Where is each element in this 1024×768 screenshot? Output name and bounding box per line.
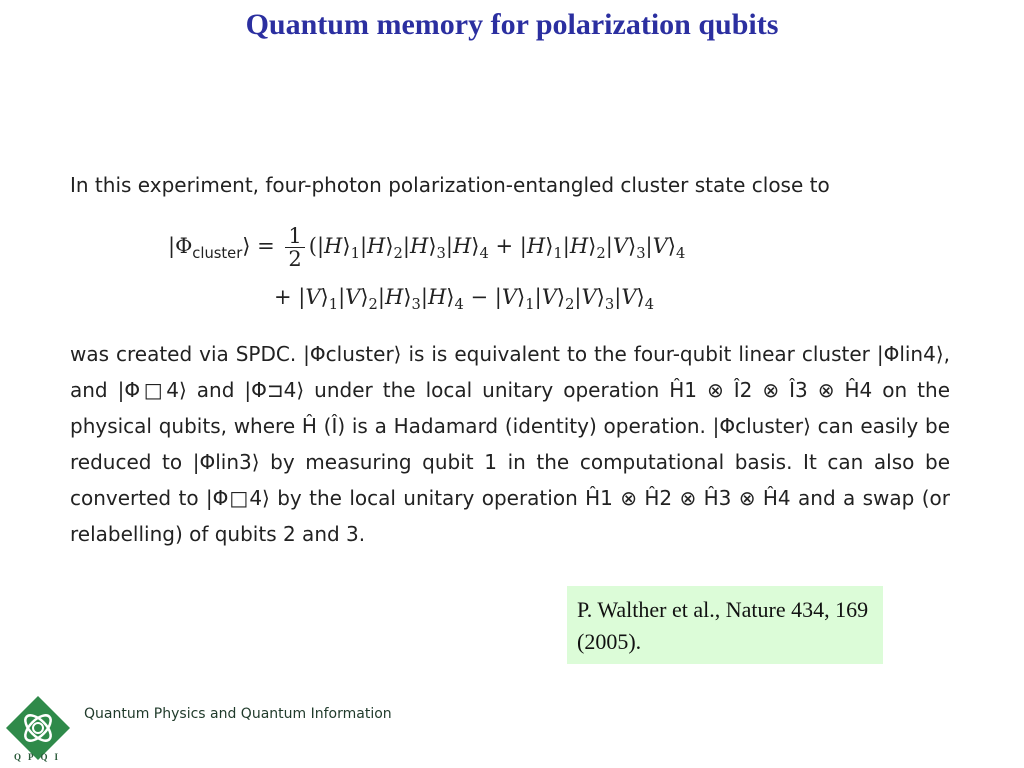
fraction: [285, 225, 304, 270]
page-title: Quantum memory for polarization qubits: [245, 8, 779, 41]
fraction-numerator: 1: [285, 225, 304, 248]
equation-line-1: $|\Phi_{cluster}⟩$ = $\frac{1}{2}$ ($|H⟩_1|H⟩_2|H⟩_3|H⟩_4$ + $|H⟩_1|H⟩_2|V⟩_3|V⟩_4$: [168, 224, 686, 271]
intro-text: In this experiment, four-photon polarization-entangled cluster state close to: [70, 173, 830, 197]
fraction-denominator: 2: [288, 247, 302, 271]
logo-text: Quantum Physics and Quantum Information: [84, 706, 392, 722]
body-paragraph: was created via SPDC. |Φcluster⟩ is is equivalent to the four-qubit linear cluster |Φlin4⟩, and |Φ□4⟩ and |Φ⊐4⟩ under the local unitary operation Ĥ1 ⊗ Î2 ⊗ Î3 ⊗ Ĥ4 on the physical qubits, where Ĥ (Î) is a Hadamard (identity) operation. |Φcluster⟩ can easily be reduced to |Φlin3⟩ by measuring qubit 1 in the computational basis. It can also be converted to |Φ□4⟩ by the local unitary operation Ĥ1 ⊗ Ĥ2 ⊗ Ĥ3 ⊗ Ĥ4 and a swap (or relabelling) of qubits 2 and 3.: [70, 342, 950, 546]
logo-letters: QPQI: [14, 752, 66, 762]
equation-line-2: + $|V⟩_1|V⟩_2|H⟩_3|H⟩_4$ − $|V⟩_1|V⟩_2|V⟩_3|V⟩_4$: [274, 285, 655, 314]
citation-box: P. Walther et al., Nature 434, 169 (2005).: [567, 586, 883, 664]
